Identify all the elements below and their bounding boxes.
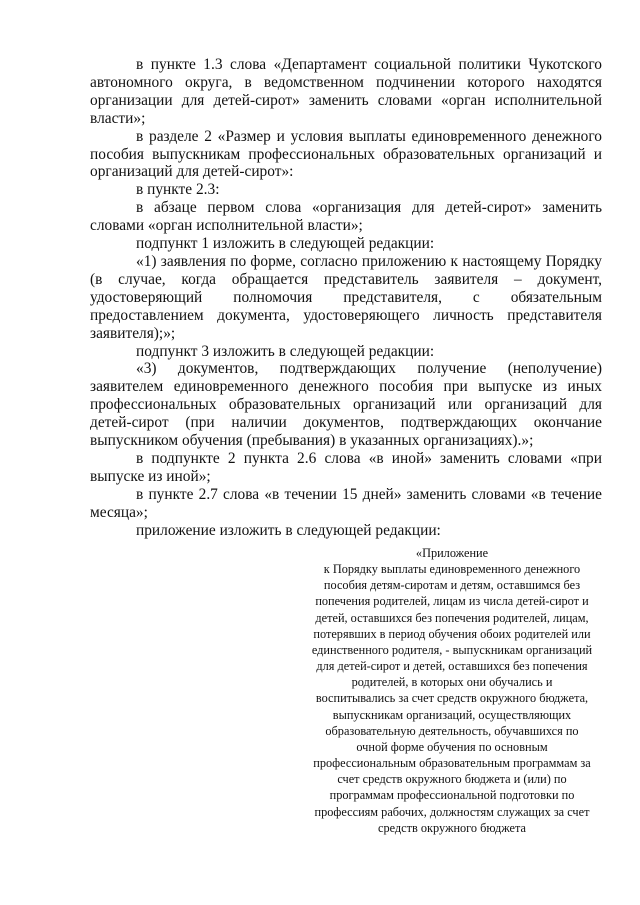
appendix-line: программам профессиональной подготовки по (329, 788, 575, 803)
paragraph-11: приложение изложить в следующей редакции: (136, 521, 441, 539)
paragraph-2: в разделе 2 «Размер и условия выплаты единовременного денежного пособия выпускникам профессиональных образовательных организаций и организаций для детей-сирот»: (90, 127, 602, 181)
appendix-heading (300, 545, 604, 836)
paragraph-8: «3) документов, подтверждающих получение (неполучение) заявителем единовременного денежного пособия при выпуске из иных профессиональных образовательных организаций или организаций для детей-сирот (при наличии документов, подтверждающих окончание выпускником обучения (пребывания) в указанных организациях).»; (90, 360, 602, 450)
paragraph-10: в пункте 2.7 слова «в течении 15 дней» заменить словами «в течение месяца»; (90, 485, 602, 521)
appendix-line: профессиям рабочих, должностям служащих за счет (314, 804, 590, 819)
paragraph-1: в пункте 1.3 слова «Департамент социальной политики Чукотского автономного округа, в ведомственном подчинении которого находятся организации для детей-сирот» заменить словами «орган исполнительной власти»; (90, 56, 602, 127)
appendix-line: детей, оставшихся без попечения родителей, лицам, (315, 610, 589, 625)
appendix-line: для детей-сирот и детей, оставшихся без попечения (316, 659, 588, 674)
appendix-line: родителей, в которых они обучались и (351, 675, 553, 690)
appendix-line: очной форме обучения по основным (356, 739, 548, 754)
paragraph-9: в подпункте 2 пункта 2.6 слова «в иной» заменить словами «при выпуске из иной»; (90, 449, 602, 485)
appendix-line: к Порядку выплаты единовременного денежного (323, 562, 581, 577)
paragraph-5: подпункт 1 изложить в следующей редакции: (136, 235, 435, 253)
appendix-line: потерявших в период обучения обоих родителей или (313, 626, 591, 641)
appendix-line: воспитывались за счет средств окружного бюджета, (315, 691, 589, 706)
paragraph-3: в пункте 2.3: (136, 181, 220, 199)
appendix-line: профессиональным образовательным программам за (313, 756, 591, 771)
amendment-text (90, 56, 602, 539)
appendix-line: выпускникам организаций, осуществляющих (332, 707, 572, 722)
appendix-line: попечения родителей, лицам из числа детей-сирот и (315, 594, 589, 609)
paragraph-7: подпункт 3 изложить в следующей редакции: (136, 342, 435, 360)
appendix-line: пособия детям-сиротам и детям, оставшимся без (323, 578, 581, 593)
paragraph-6: «1) заявления по форме, согласно приложению к настоящему Порядку (в случае, когда обращается представитель заявителя – документ, удостоверяющий полномочия представителя, с обязательным предоставлением документа, удостоверяющего личность представителя заявителя);»; (90, 252, 602, 342)
appendix-line: образовательную деятельность, обучавшихся по (325, 723, 579, 738)
appendix-line: счет средств окружного бюджета и (или) по (337, 772, 567, 787)
appendix-line: средств окружного бюджета (377, 820, 526, 835)
appendix-line: «Приложение (415, 546, 489, 560)
paragraph-4: в абзаце первом слова «организация для детей-сирот» заменить словами «орган исполнительной власти»; (90, 199, 602, 235)
appendix-line: единственного родителя, - выпускникам организаций (311, 642, 593, 657)
